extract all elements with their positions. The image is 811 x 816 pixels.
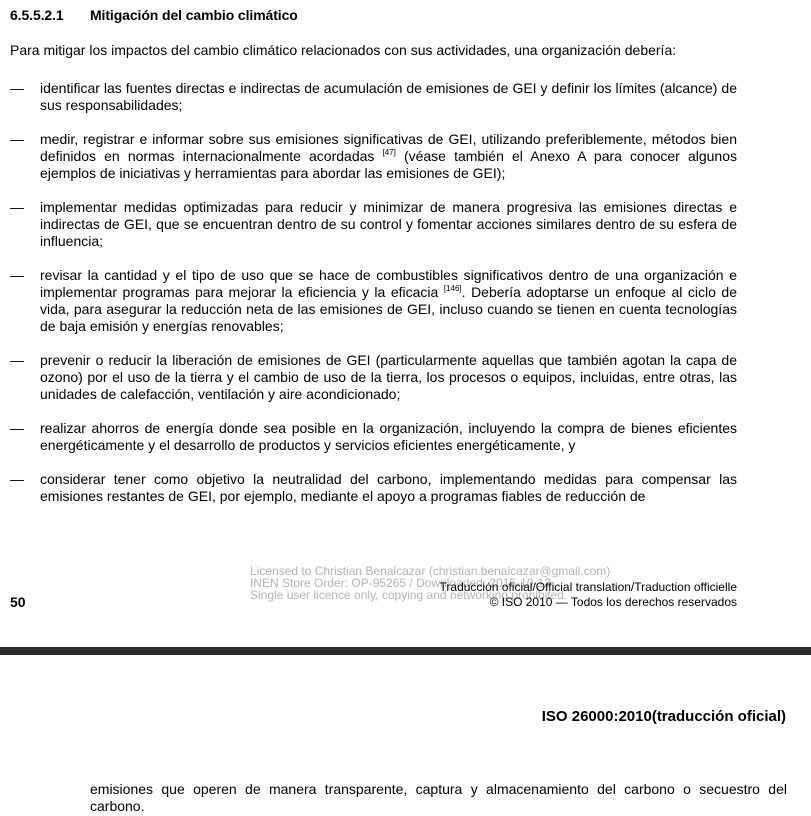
intro-paragraph: Para mitigar los impactos del cambio climático relacionados con sus actividades, una organización debería: <box>10 42 677 58</box>
list-item-text: (véase también el Anexo A para conocer algunos ejemplos de iniciativas y herramientas para abordar las emisiones de GEI); <box>40 148 737 181</box>
dash-bullet: — <box>10 131 24 147</box>
license-line: Single user licence only, copying and networking prohibited. <box>250 588 568 602</box>
footer-translation-note: Traducción oficial/Official translation/Traduction officielle <box>439 580 737 594</box>
list-item-text: considerar tener como objetivo la neutralidad del carbono, implementando medidas para compensar las emisiones restantes de GEI, por ejemplo, mediante el apoyo a programas fiables de reducción de <box>40 471 737 504</box>
list-item <box>10 352 737 403</box>
list-item-text: revisar la cantidad y el tipo de uso que se hace de combustibles significativos dentro de una organización e implementar programas para mejorar la eficiencia y la eficacia <box>40 267 737 300</box>
dash-bullet: — <box>10 352 24 368</box>
license-line: INEN Store Order: OP-95265 / Downloaded: 2015-10-12 <box>250 576 551 590</box>
list-item-text: medir, registrar e informar sobre sus emisiones significativas de GEI, utilizando preferiblemente, métodos bien definidos en normas internacionalmente acordadas <box>40 131 737 164</box>
list-item <box>10 199 737 250</box>
list-item <box>10 420 737 454</box>
dash-bullet: — <box>10 80 24 96</box>
section-heading <box>10 7 298 23</box>
dash-bullet: — <box>10 420 24 436</box>
reference-marker[interactable]: [146] <box>443 284 462 293</box>
list-item <box>10 80 737 114</box>
dash-bullet: — <box>10 199 24 215</box>
list-item-text: prevenir o reducir la liberación de emisiones de GEI (particularmente aquellas que también agotan la capa de ozono) por el uso de la tierra y el cambio de uso de la tierra, los procesos o equipos, incluidas, entre otras, las unidades de calefacción, ventilación y aire acondicionado; <box>40 352 737 402</box>
list-item <box>10 131 737 182</box>
document-page-next <box>0 655 811 816</box>
page-separator <box>0 647 811 655</box>
dash-bullet: — <box>10 471 24 487</box>
list-item-text: implementar medidas optimizadas para reducir y minimizar de manera progresiva las emisiones directas e indirectas de GEI, que se encuentran dentro de su control y fomentar acciones similares dentro de su esfera de influencia; <box>40 199 737 249</box>
list-item-text: . Debería adoptarse un enfoque al ciclo de vida, para asegurar la reducción neta de las emisiones de GEI, incluso cuando se tienen en cuenta tecnologías de baja emisión y energías renovables; <box>40 284 737 334</box>
footer-copyright: © ISO 2010 — Todos los derechos reservados <box>489 595 737 609</box>
reference-marker[interactable]: [47] <box>382 148 396 157</box>
license-line: Licensed to Christian Benalcazar (christian.benalcazar@gmail.com) <box>250 564 611 578</box>
list-item-text: realizar ahorros de energía donde sea posible en la organización, incluyendo la compra de bienes eficientes energéticamente y el desarrollo de productos y servicios eficientes energéticamente, y <box>40 420 737 453</box>
section-number: 6.5.5.2.1 <box>10 7 64 23</box>
list-item <box>10 471 737 505</box>
list-item <box>10 267 737 335</box>
dash-bullet: — <box>10 267 24 283</box>
continuation-paragraph: emisiones que operen de manera transparente, captura y almacenamiento del carbono o secuestro del carbono. <box>90 781 787 814</box>
running-header: ISO 26000:2010(traducción oficial) <box>541 708 786 725</box>
section-title: Mitigación del cambio climático <box>90 7 298 23</box>
recommendation-list <box>10 80 737 522</box>
page-footer <box>440 580 737 610</box>
page-number: 50 <box>10 594 26 610</box>
list-item-text: identificar las fuentes directas e indirectas de acumulación de emisiones de GEI y definir los límites (alcance) de sus responsabilidades; <box>40 80 737 113</box>
